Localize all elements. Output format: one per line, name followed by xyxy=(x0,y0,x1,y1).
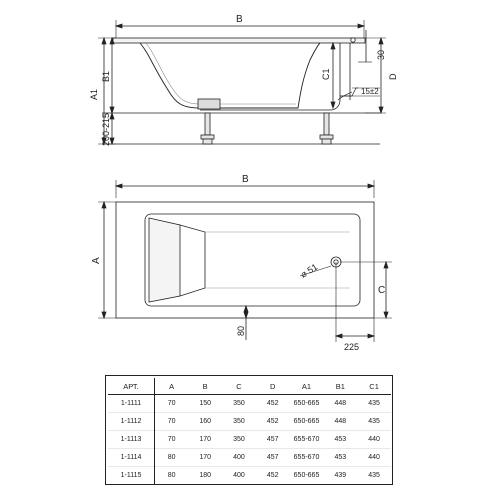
side-dim-B: B xyxy=(236,14,243,25)
cell: 448 xyxy=(334,400,347,407)
cell: 170 xyxy=(188,431,222,449)
cell: 440 xyxy=(357,431,391,449)
cell: 655-670 xyxy=(290,449,324,467)
header-art: АРТ. xyxy=(108,378,155,395)
side-dim-D: D xyxy=(388,73,398,80)
header-b1: B1 xyxy=(323,378,357,395)
cell: 457 xyxy=(256,431,290,449)
cell: 350 xyxy=(233,400,245,407)
side-dim-B1: B1 xyxy=(101,70,111,82)
cell: 435 xyxy=(368,400,380,407)
header-b: B xyxy=(188,378,222,395)
cell: 350 xyxy=(222,431,256,449)
cell-art: 1-1112 xyxy=(108,413,155,431)
table-row xyxy=(108,413,391,431)
cell: 435 xyxy=(357,467,391,485)
cell: 70 xyxy=(155,431,189,449)
cell-art: 1-1115 xyxy=(108,467,155,485)
side-dim-200-215: 200-215 xyxy=(101,112,111,146)
cell: 439 xyxy=(323,467,357,485)
cell: 400 xyxy=(222,449,256,467)
cell: 400 xyxy=(222,467,256,485)
cell: 440 xyxy=(357,449,391,467)
cell: 180 xyxy=(188,467,222,485)
cell: 170 xyxy=(188,449,222,467)
table-row xyxy=(108,449,391,467)
side-dim-A1: A1 xyxy=(89,88,99,100)
spec-table xyxy=(108,378,391,484)
side-dim-15: 15±2 xyxy=(361,87,379,96)
cell: 457 xyxy=(256,449,290,467)
cell: 650-665 xyxy=(290,413,324,431)
cell: 453 xyxy=(323,449,357,467)
cell-art: 1-1113 xyxy=(108,431,155,449)
header-c1: C1 xyxy=(357,378,391,395)
top-dim-225: 225 xyxy=(344,342,360,352)
cell: 650-665 xyxy=(293,400,320,407)
cell: 452 xyxy=(256,413,290,431)
table-row xyxy=(108,395,391,413)
cell: 650-665 xyxy=(290,467,324,485)
table-row xyxy=(108,431,391,449)
top-dim-B: B xyxy=(242,174,249,185)
top-dim-C: C xyxy=(378,285,386,296)
cell-art: 1-1114 xyxy=(108,449,155,467)
top-dim-A: A xyxy=(91,257,102,264)
side-dim-30: 30 xyxy=(376,49,386,60)
cell: 350 xyxy=(222,413,256,431)
top-dim-diam51: ⌀ 51 xyxy=(298,261,320,280)
cell: 453 xyxy=(323,431,357,449)
cell: 655-670 xyxy=(290,431,324,449)
table-row xyxy=(108,467,391,485)
cell: 452 xyxy=(266,400,279,407)
cell: 70 xyxy=(155,413,189,431)
header-d: D xyxy=(256,378,290,395)
side-dim-C1: C1 xyxy=(321,68,331,80)
cell: 70 xyxy=(167,400,176,407)
cell-art: 1-1111 xyxy=(108,395,155,413)
header-c: C xyxy=(222,378,256,395)
top-dim-80: 80 xyxy=(236,325,246,336)
cell: 150 xyxy=(199,400,212,407)
cell: 448 xyxy=(323,413,357,431)
cell: 435 xyxy=(357,413,391,431)
header-a: A xyxy=(155,378,189,395)
cell: 160 xyxy=(188,413,222,431)
spec-table-header xyxy=(108,378,391,395)
cell: 452 xyxy=(256,467,290,485)
cell: 80 xyxy=(155,449,189,467)
header-a1: A1 xyxy=(290,378,324,395)
cell: 80 xyxy=(155,467,189,485)
